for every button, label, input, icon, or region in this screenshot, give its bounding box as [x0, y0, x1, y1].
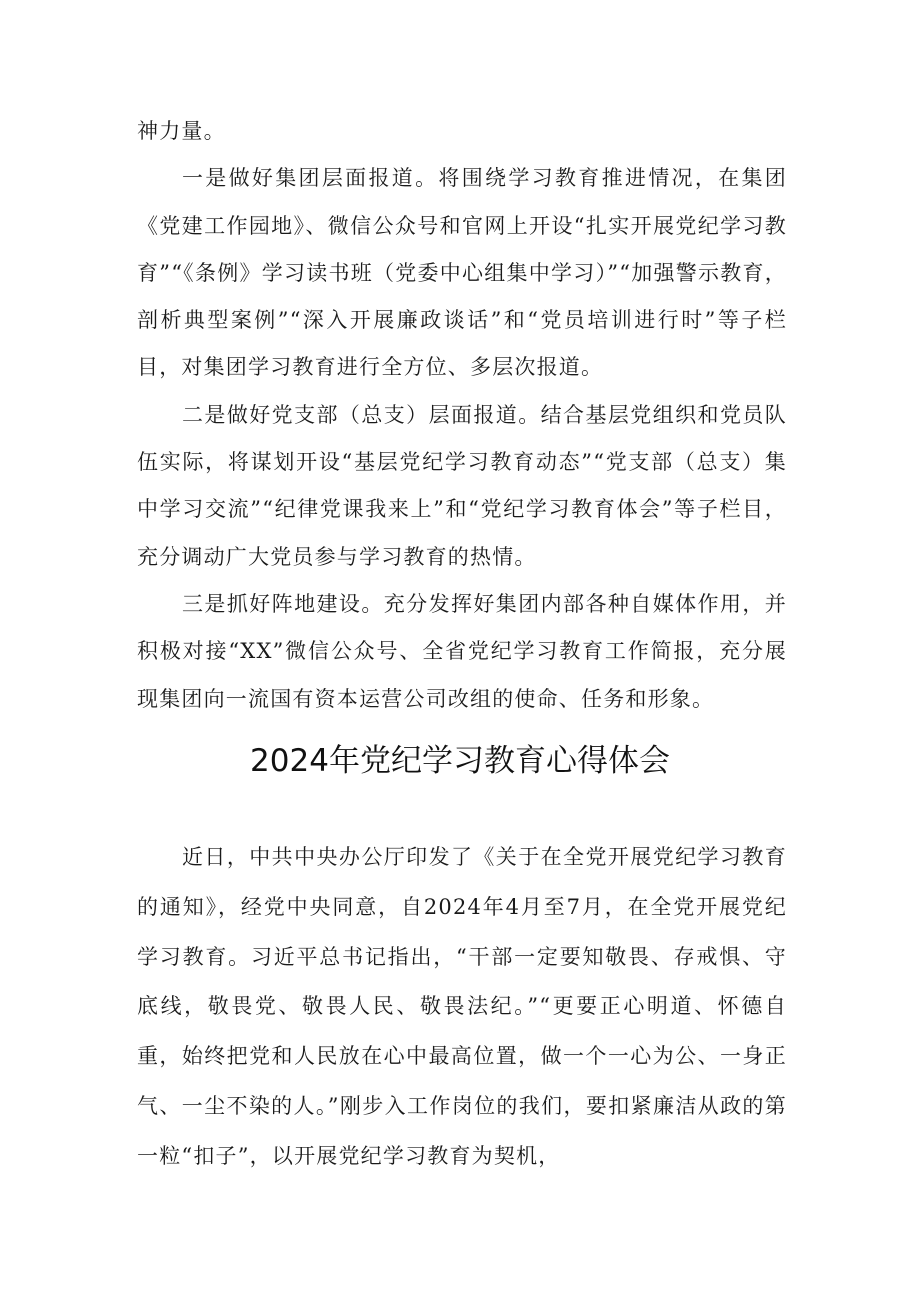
paragraph-branch-report: 二是做好党支部（总支）层面报道。结合基层党组织和党员队伍实际，将谋划开设“基层党纪学习教育动态”“党支部（总支）集中学习交流”“纪律党课我来上”和“党纪学习教育体会”等子栏目，充分调动广大党员参与学习教育的热情。 [137, 402, 787, 569]
paragraph-continuation: 神力量。 [137, 119, 226, 143]
paragraph-group-report: 一是做好集团层面报道。将围绕学习教育推进情况，在集团《党建工作园地》、微信公众号和官网上开设“扎实开展党纪学习教育”“《条例》学习读书班（党委中心组集中学习）”“加强警示教育，剖析典型案例”“深入开展廉政谈话”和“党员培训进行时”等子栏目，对集团学习教育进行全方位、多层次报道。 [137, 166, 787, 380]
previous-article-body [137, 108, 787, 723]
article-title: 2024年党纪学习教育心得体会 [250, 743, 670, 779]
paragraph-platform-building: 三是抓好阵地建设。充分发挥好集团内部各种自媒体作用，并积极对接“XX”微信公众号、全省党纪学习教育工作简报，充分展现集团向一流国有资本运营公司改组的使命、任务和形象。 [137, 591, 787, 711]
article-body [137, 833, 787, 1182]
article-paragraph: 近日，中共中央办公厅印发了《关于在全党开展党纪学习教育的通知》，经党中央同意，自2024年4月至7月，在全党开展党纪学习教育。习近平总书记指出，“干部一定要知敬畏、存戒惧、守底线，敬畏党、敬畏人民、敬畏法纪。”“更要正心明道、怀德自重，始终把党和人民放在心中最高位置，做一个一心为公、一身正气、一尘不染的人。”刚步入工作岗位的我们，要扣紧廉洁从政的第一粒“扣子”，以开展党纪学习教育为契机， [137, 845, 787, 1168]
